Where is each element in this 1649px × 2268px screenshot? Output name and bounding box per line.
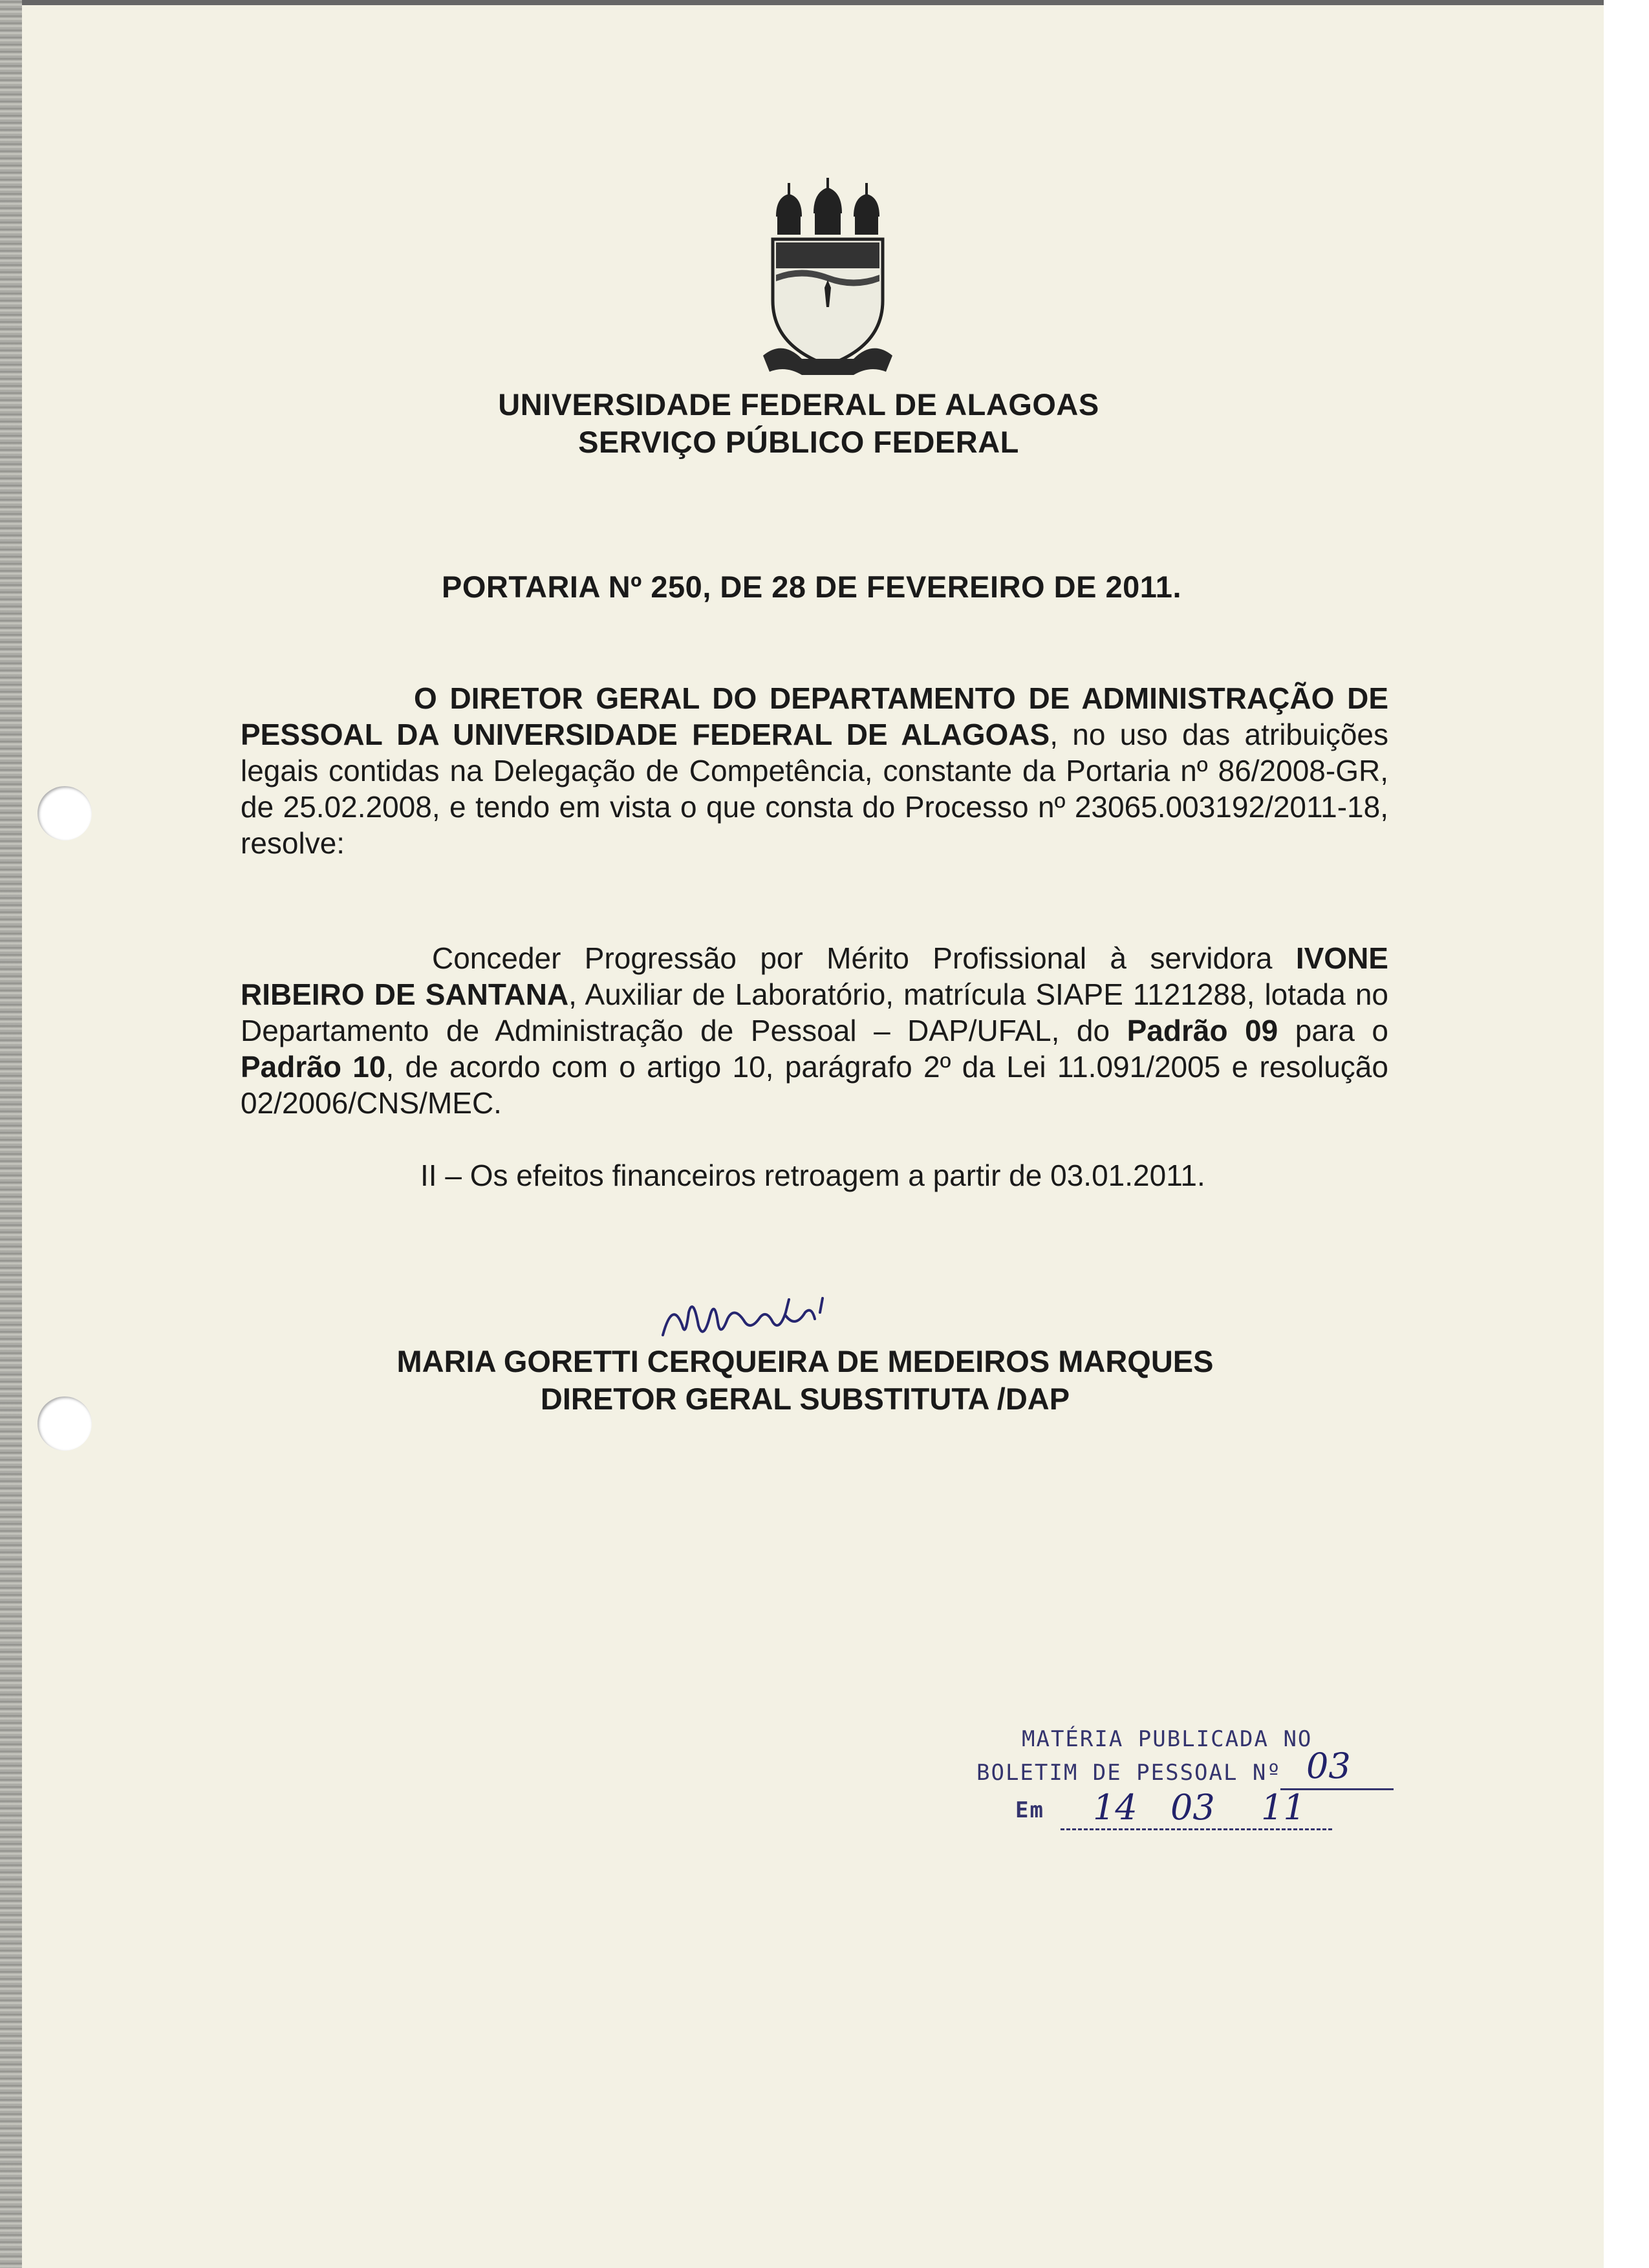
financial-effects-paragraph: II – Os efeitos financeiros retroagem a partir de 03.01.2011. [420,1159,1205,1192]
ufal-coat-of-arms-icon [757,178,899,391]
signatory-name: MARIA GORETTI CERQUEIRA DE MEDEIROS MARQUES [396,1344,1214,1378]
resolution-text: , Auxiliar de Laboratório, matrícula SIAPE 1121288, lotada no Departamento de Administração de Pessoal – DAP/UFAL, do [241,978,1389,1047]
grade-from: Padrão 09 [1126,1014,1278,1047]
stamp-day: 14 [1093,1787,1137,1828]
resolution-text: , de acordo com o artigo 10, parágrafo 2º da Lei 11.091/2005 e resolução 02/2006/CNS/MEC. [241,1050,1388,1120]
ordinance-title: PORTARIA Nº 250, DE 28 DE FEVEREIRO DE 2011. [441,570,1182,604]
stamp-line-1: MATÉRIA PUBLICADA NO [1022,1726,1313,1752]
preamble-paragraph [241,680,1388,861]
grade-to: Padrão 10 [241,1050,386,1084]
stamp-underline [1061,1828,1332,1830]
resolution-text: para o [1278,1014,1388,1047]
scan-right-margin [1604,0,1649,2268]
signatory-role: DIRETOR GERAL SUBSTITUTA /DAP [540,1382,1070,1416]
preamble-text: , no uso das atribuições legais contidas na Delegação de Competência, constante da Portaria nº 86/2008-GR, de 25.02.2008, e tendo em vista o que consta do Processo nº 23065.003192/2011-18, resolve: [241,718,1388,860]
service-name: SERVIÇO PÚBLICO FEDERAL [578,425,1019,459]
employee-name: IVONE RIBEIRO DE SANTANA [241,941,1388,1011]
scan-top-edge [0,0,1604,5]
punch-hole [38,786,92,840]
scan-left-edge [0,0,22,2268]
publication-stamp [970,1720,1397,1862]
university-name: UNIVERSIDADE FEDERAL DE ALAGOAS [498,387,1099,422]
stamp-month: 03 [1170,1787,1215,1828]
preamble-authority: O DIRETOR GERAL DO DEPARTAMENTO DE ADMINISTRAÇÃO DE PESSOAL DA UNIVERSIDADE FEDERAL DE ALAGOAS [241,681,1388,751]
stamp-year: 11 [1261,1787,1306,1828]
stamp-line-2: BOLETIM DE PESSOAL Nº [976,1760,1282,1786]
resolution-paragraph [241,940,1388,1121]
resolution-text: Conceder Progressão por Mérito Profissional à servidora [432,941,1296,975]
stamp-line-3: Em [1015,1797,1044,1823]
bulletin-number: 03 [1306,1746,1351,1786]
